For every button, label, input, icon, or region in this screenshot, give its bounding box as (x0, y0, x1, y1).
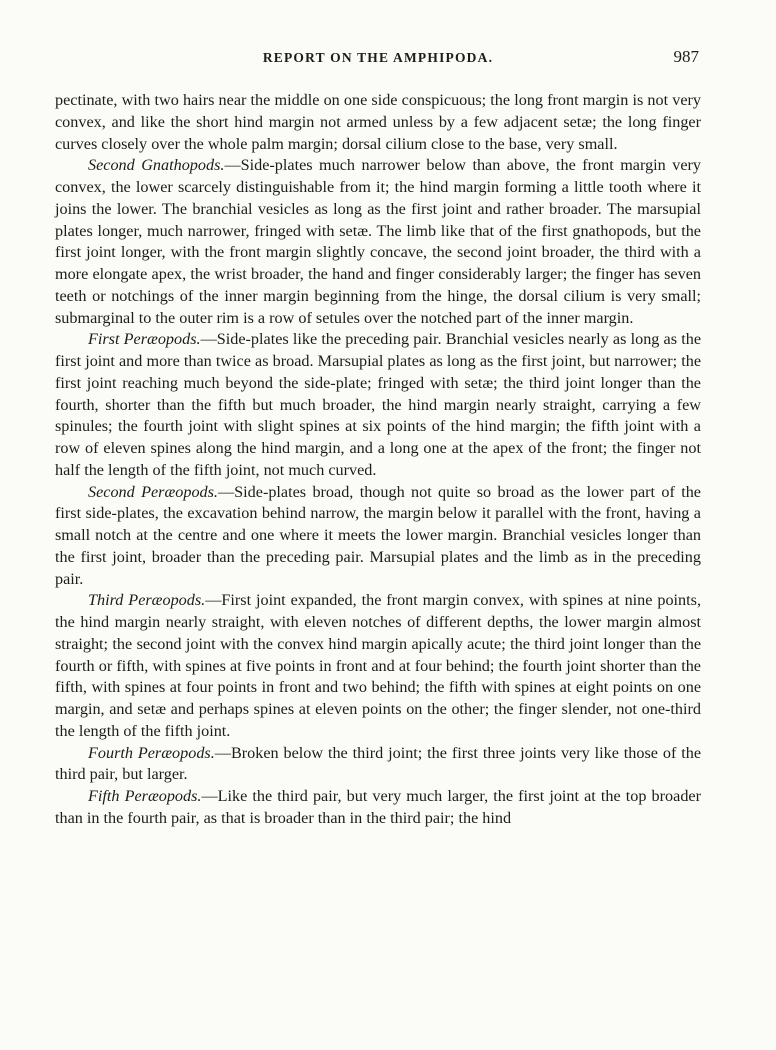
paragraph-text: —Broken below the third joint; the first three joints very like those of the third pair, but larger. (55, 743, 702, 784)
paragraph-text: —Like the third pair, but very much larger, the first joint at the top broader than in the fourth pair, as that is broader than in the third pair; the hind (55, 787, 701, 827)
page-number: 987 (673, 47, 699, 66)
paragraph-third-peraeopods (55, 590, 701, 742)
section-heading: Third Peræopods. (88, 591, 206, 610)
paragraph-continuation (55, 90, 701, 155)
paragraph-second-gnathopods (55, 155, 701, 329)
paragraph-fourth-peraeopods (55, 743, 701, 787)
paragraph-second-peraeopods (55, 482, 701, 591)
body-text (55, 90, 701, 830)
paragraph-first-peraeopods (55, 329, 701, 481)
paragraph-text: —Side-plates like the preceding pair. Branchial vesicles nearly as long as the first joint and more than twice as broad. Marsupial plates as long as the first joint, but narrower; the first joint reaching much beyond the side-plate; fringed with setæ; the third joint longer than the fourth, shorter than the fifth but much broader, the hind margin nearly straight, carrying a few spinules; the fourth joint with slight spines at six points of the hind margin; the fifth joint with a row of eleven spines along the hind margin, and a long one at the apex of the front; the finger not half the length of the fifth joint, not much curved. (55, 330, 702, 479)
paragraph-text: —First joint expanded, the front margin convex, with spines at nine points, the hind margin nearly straight, with eleven notches of different depths, the lower margin almost straight; the second joint with the convex hind margin apically acute; the third joint longer than the fourth or fifth, with spines at five points in front and at four behind; the fourth joint shorter than the fifth, with spines at four points in front and two behind; the fifth with spines at eight points on one margin, and setæ and perhaps spines at eleven points on the other; the finger slender, not one-third the length of the fifth joint. (55, 591, 701, 740)
section-heading: First Peræopods. (88, 330, 201, 349)
paragraph-text: —Side-plates broad, though not quite so broad as the lower part of the first side-plates, the excavation behind narrow, the margin below it parallel with the front, having a small notch at the centre and one where it meets the lower margin. Branchial vesicles longer than the first joint, broader than the preceding pair. Marsupial plates and the limb as in the preceding pair. (55, 482, 701, 588)
section-heading: Second Peræopods. (88, 482, 218, 501)
section-heading: Second Gnathopods. (88, 156, 225, 175)
paragraph-text: pectinate, with two hairs near the middle on one side conspicuous; the long front margin is not very convex, and like the short hind margin not armed unless by a few adjacent setæ; the long finger curves closely over the whole palm margin; dorsal cilium close to the base, very small. (55, 91, 701, 153)
page-header (55, 47, 701, 90)
paragraph-text: —Side-plates much narrower below than above, the front margin very convex, the lower scarcely distinguishable from it; the hind margin forming a little tooth where it joins the lower. The branchial vesicles as long as the first joint and rather broader. The marsupial plates longer, much narrower, fringed with setæ. The limb like that of the first gnathopods, but the first joint longer, with the front margin slightly concave, the second joint broader, the third with a more elongate apex, the wrist broader, the hand and finger considerably larger; the finger has seven teeth or notchings of the inner margin beginning from the hinge, the dorsal cilium is very small; submarginal to the outer rim is a row of setules over the notched part of the inner margin. (55, 156, 702, 327)
running-title: REPORT ON THE AMPHIPODA. (262, 50, 494, 65)
section-heading: Fifth Peræopods. (88, 787, 202, 805)
page (55, 47, 702, 830)
section-heading: Fourth Peræopods. (88, 743, 215, 762)
paragraph-fifth-peraeopods (55, 786, 701, 830)
